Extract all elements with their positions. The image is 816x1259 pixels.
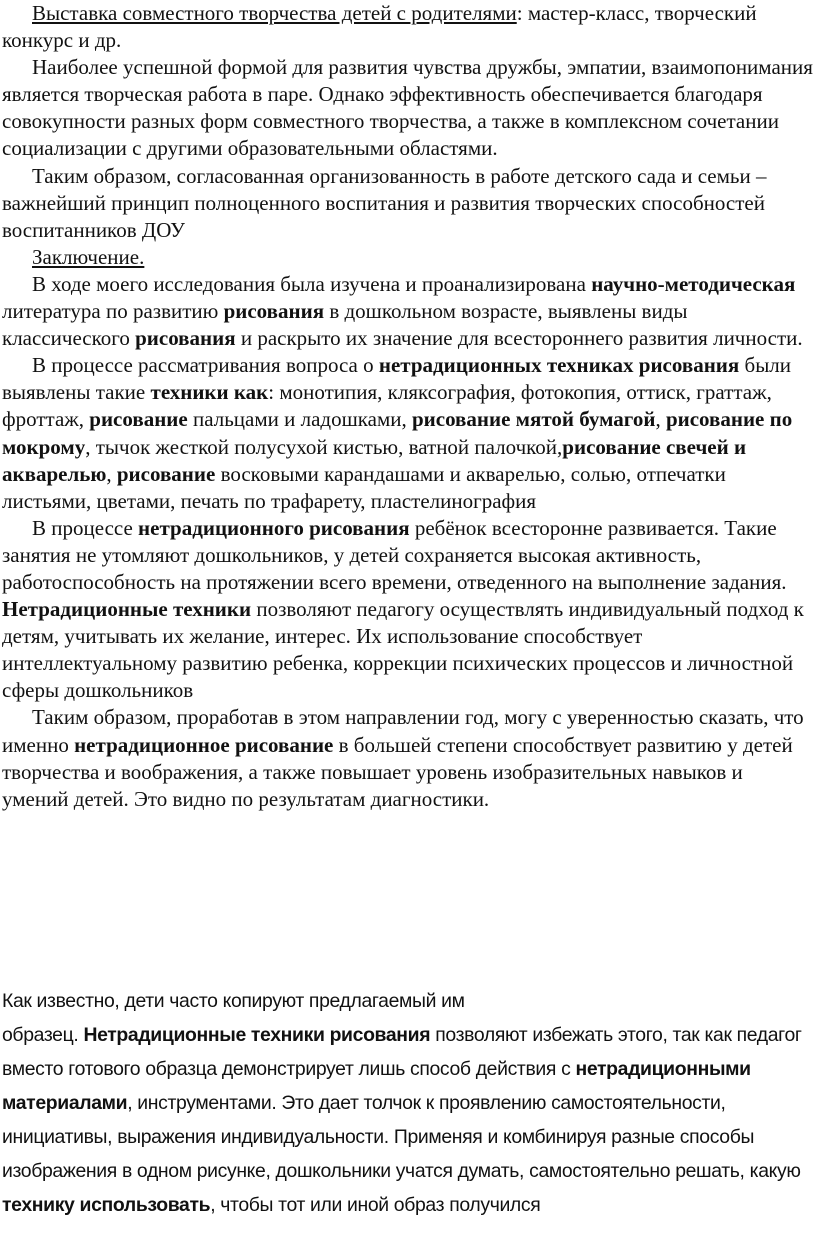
text-run: восковыми карандашами и акварелью, солью, отпечатки листьями, цветами, печать по трафарету, пластелинография bbox=[2, 461, 726, 513]
paragraph-research bbox=[2, 271, 814, 352]
text-run: образец. bbox=[2, 1024, 84, 1046]
text-run: , тычок жесткой полусухой кистью, ватной палочкой, bbox=[85, 434, 563, 459]
text-run: и раскрыто их значение для всестороннего развития личности. bbox=[235, 326, 803, 351]
sans-section bbox=[0, 984, 816, 1222]
conclusion-heading bbox=[2, 244, 814, 271]
text-run: , bbox=[655, 407, 666, 432]
bold-run: нетрадиционного рисования bbox=[138, 515, 410, 540]
bold-run: научно-методическая bbox=[591, 271, 796, 296]
bold-run: рисования bbox=[223, 299, 325, 324]
text-run: были выявлены такие bbox=[2, 353, 792, 405]
bold-run: рисование bbox=[89, 407, 188, 432]
bold-run: Нетрадиционные техники bbox=[2, 597, 252, 622]
text-run: Таким образом, проработав в этом направлении год, могу с уверенностью сказать, что именно bbox=[2, 705, 804, 757]
bold-run: нетрадиционное рисование bbox=[74, 732, 334, 757]
text-run: : монотипия, кляксография, фотокопия, оттиск, граттаж, фроттаж, bbox=[2, 380, 772, 432]
paragraph-copying bbox=[2, 1018, 816, 1222]
bold-run: рисование bbox=[116, 461, 216, 486]
bold-run: техники как bbox=[150, 380, 269, 405]
bold-run: рисование свечей и акварелью bbox=[2, 434, 747, 486]
text-run: , чтобы тот или иной образ получился bbox=[210, 1194, 541, 1216]
paragraph-pair-work: Наиболее успешной формой для развития чувства дружбы, эмпатии, взаимопонимания является творческая работа в паре. Однако эффективность обеспечивается благодаря совокупности разных форм совместного творчества, а также в комплексном сочетании социализации с другими образовательными областями. bbox=[2, 55, 813, 161]
text-run: , инструментами. Это дает толчок к проявлению самостоятельности, инициативы, выражения индивидуальности. Применяя и комбинируя разные способы изображения в одном рисунке, дошкольники учатся думать, самостоятельно решать, какую bbox=[2, 1092, 801, 1182]
conclusion-heading-text: Заключение. bbox=[32, 244, 145, 269]
bold-run: нетрадиционными материалами bbox=[2, 1058, 751, 1114]
text-run: В процессе рассматривания вопроса о bbox=[32, 353, 379, 378]
text-run: литература по развитию bbox=[2, 299, 224, 324]
exhibition-text: : мастер-класс, творческий конкурс и др. bbox=[2, 1, 757, 53]
bold-run: рисование по мокрому bbox=[2, 407, 793, 459]
bold-run: рисования bbox=[135, 326, 236, 351]
text-run: ребёнок всесторонне развивается. Такие занятия не утомляют дошкольников, у детей сохраняется высокая активность, работоспособность на протяжении всего времени, отведенного на выполнение задания. bbox=[2, 515, 787, 594]
paragraph-techniques bbox=[2, 352, 814, 515]
text-run: позволяют избежать этого, так как педагог вместо готового образца демонстрирует лишь способ действия с bbox=[2, 1024, 802, 1080]
exhibition-title: Выставка совместного творчества детей с родителями bbox=[32, 1, 517, 25]
serif-section bbox=[2, 0, 814, 813]
bold-run: технику использовать bbox=[2, 1194, 211, 1216]
bold-run: рисование мятой бумагой bbox=[411, 407, 656, 432]
paragraph-exhibition bbox=[2, 0, 814, 54]
sans-line-1: Как известно, дети часто копируют предлагаемый им bbox=[2, 990, 465, 1012]
paragraph-family: Таким образом, согласованная организованность в работе детского сада и семьи – важнейший принцип полноценного воспитания и развития творческих способностей воспитанников ДОУ bbox=[2, 163, 767, 242]
text-run: В ходе моего исследования была изучена и проанализирована bbox=[32, 271, 592, 296]
paragraph-development bbox=[2, 515, 814, 705]
text-run: пальцами и ладошками, bbox=[187, 407, 412, 432]
text-run: позволяют педагогу осуществлять индивидуальный подход к детям, учитывать их желание, интерес. Их использование способствует интеллектуальному развитию ребенка, коррекции психических процессов и личностной сферы дошкольников bbox=[2, 597, 804, 703]
text-run: в дошкольном возрасте, выявлены виды классического bbox=[2, 299, 688, 351]
bold-run: Нетрадиционные техники рисования bbox=[83, 1024, 431, 1046]
bold-run: нетрадиционных техниках рисования bbox=[378, 353, 740, 378]
paragraph-summary bbox=[2, 704, 814, 812]
text-run: , bbox=[106, 461, 117, 486]
text-run: в большей степени способствует развитию у детей творчества и воображения, а также повышает уровень изобразительных навыков и умений детей. Это видно по результатам диагностики. bbox=[2, 732, 793, 811]
text-run: В процессе bbox=[32, 515, 139, 540]
